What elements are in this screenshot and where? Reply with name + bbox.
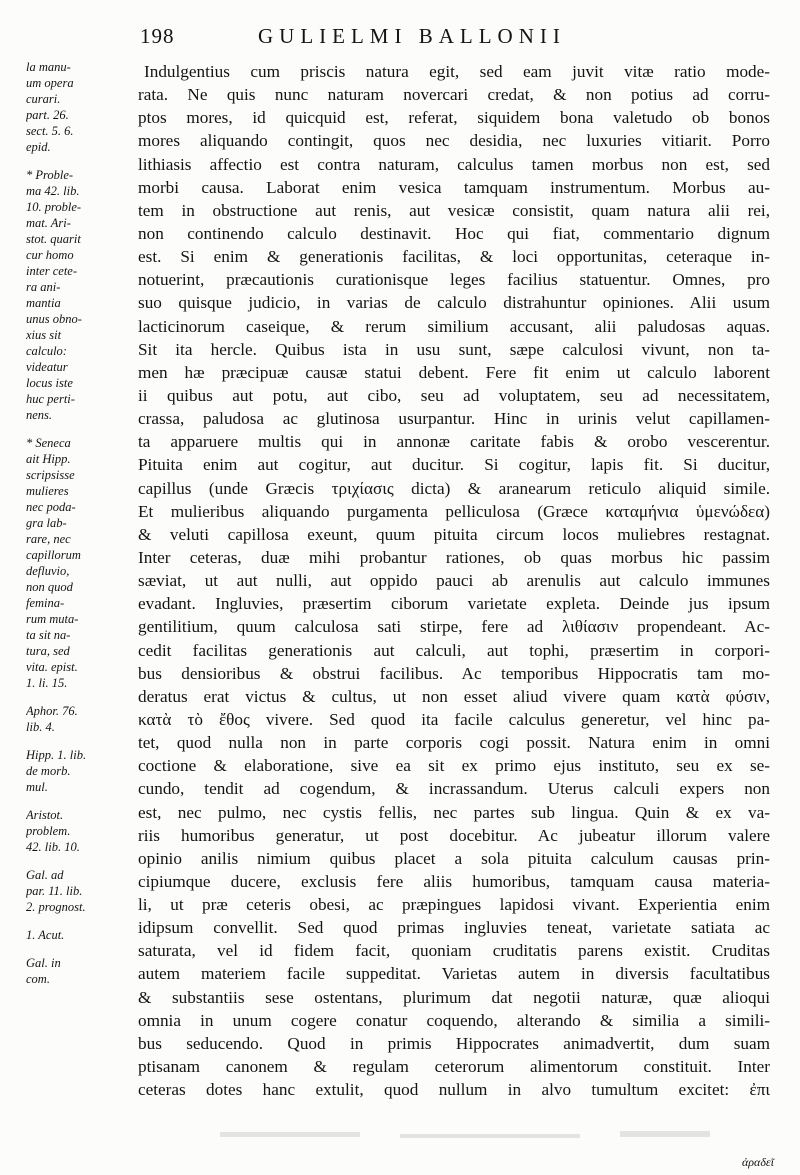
margin-note-line: tura, sed	[26, 644, 70, 658]
margin-note-line: sect. 5. 6.	[26, 124, 74, 138]
body-text-line: Indulgentius cum priscis natura egit, sed eam juvit vitæ ratio mode-	[144, 62, 770, 81]
show-through-smudge	[620, 1131, 710, 1137]
body-text-line: tet, quod nulla non in parte corporis cogi possit. Natura enim in omni	[138, 733, 770, 753]
body-text-line: capillus (unde Græcis τριχίασις dicta) & aranearum reticulo aliquid simile.	[138, 478, 770, 498]
body-text-line: lacticinorum caseique, & rerum similium accusant, alii paludosas aquas.	[138, 316, 770, 336]
body-text-line: & substantiis sese ostentans, plurimum dat negotii naturæ, quæ alioqui	[138, 987, 770, 1007]
body-text-line: saturata, vel id fidem facit, quoniam cruditatis parens existit. Cruditas	[138, 941, 770, 961]
margin-note-line: rare, nec	[26, 532, 71, 546]
margin-note-line: Aphor. 76.	[26, 704, 78, 718]
margin-note-line: 42. lib. 10.	[26, 840, 80, 854]
margin-note-line: um opera	[26, 76, 74, 90]
margin-note-line: huc perti-	[26, 392, 75, 406]
margin-note-line: unus obno-	[26, 312, 82, 326]
margin-note-line: xius sit	[26, 328, 62, 342]
body-text-line: Et mulieribus aliquando purgamenta pelliculosa (Græce καταμήνια ὑμενώδεα)	[138, 501, 770, 521]
margin-note-line: stot. quarit	[26, 232, 81, 246]
margin-note-line: femina-	[26, 596, 65, 610]
body-text-line: ptisanam canonem & regulam ceterorum alimentorum constituit. Inter	[138, 1057, 770, 1077]
body-text-line: est. Si enim & generationis facilitas, & loci opportunitas, ceteraque in-	[138, 247, 770, 267]
body-text-line: deratus erat victus & cultus, ut non esset aliud vivere quam κατὰ φύσιν,	[138, 686, 770, 706]
catchword: ἀραδεῖ	[742, 1155, 774, 1169]
body-text-line: ii quibus aut potu, aut cibo, seu ad voluptatem, seu ad necessitatem,	[138, 385, 770, 405]
body-text-line: cedit facilitas generationis aut calculi, aut tophi, præsertim in corpori-	[138, 640, 770, 660]
margin-note-line: la manu-	[26, 60, 71, 74]
margin-note-line: * Proble-	[26, 168, 74, 182]
margin-note-line: Gal. ad	[26, 868, 64, 882]
body-text-line: notuerint, præcautionis curationisque leges facilius statuentur. Omnes, pro	[138, 270, 770, 290]
margin-note-line: locus iste	[26, 376, 73, 390]
body-text-line: gentilitium, quum calculosa sati stirpe, fere ad λιθίασιν propendeant. Ac-	[138, 617, 770, 637]
margin-note-line: ait Hipp.	[26, 452, 71, 466]
body-text-line: ta apparuere multis qui in annonæ caritate fabis & orobo vescerentur.	[138, 432, 770, 452]
margin-note-line: non quod	[26, 580, 73, 594]
margin-note-line: Hipp. 1. lib.	[26, 748, 87, 762]
margin-note-line: mul.	[26, 780, 48, 794]
margin-note-line: ta sit na-	[26, 628, 71, 642]
body-text-line: mores aliquando contingit, quos nec desidia, nec luxuries vitiarit. Porro	[138, 131, 770, 151]
margin-note-line: Gal. in	[26, 956, 61, 970]
body-text-line: autem materiem facile suppeditat. Varietas autem in diversis facultatibus	[138, 964, 770, 984]
main-text-block	[138, 60, 770, 1101]
margin-note-line: de morb.	[26, 764, 71, 778]
show-through-marks	[160, 1128, 780, 1168]
page-number: 198	[140, 24, 175, 48]
margin-note-line: 2. prognost.	[26, 900, 86, 914]
margin-note-line: nens.	[26, 408, 53, 422]
body-text-line: morbi causa. Laborat enim vesica tamquam instrumentum. Morbus au-	[138, 177, 770, 197]
body-text-line: Pituita enim aut cogitur, aut ducitur. Si cogitur, lapis fit. Si ducitur,	[138, 455, 770, 475]
margin-note-line: cur homo	[26, 248, 74, 262]
margin-notes	[26, 59, 122, 1159]
margin-note-line: part. 26.	[26, 108, 69, 122]
body-text-line: idipsum convellit. Sed quod primas ingluvies teneat, varietate satiata ac	[138, 918, 770, 938]
page-header	[140, 24, 780, 54]
body-text-line: tem in obstructione aut renis, aut vesicæ consistit, quam natura alii rei,	[138, 200, 770, 220]
margin-note-line: 1. Acut.	[26, 928, 65, 942]
margin-note-line: com.	[26, 972, 50, 986]
body-text-line: evadant. Ingluvies, præsertim ciborum varietate expleta. Deinde jus ipsum	[138, 594, 770, 614]
margin-note-line: problem.	[26, 824, 71, 838]
body-text-line: ceteras dotes hanc extulit, quod nullum in alvo tumultum excitet: ἐπι	[138, 1080, 770, 1100]
body-text-line: Inter ceteras, duæ mihi probantur rationes, ob quas morbus hic passim	[138, 547, 770, 567]
body-text-line: κατὰ τὸ ἔθος vivere. Sed quod ita facile calculus generetur, vel hinc pa-	[138, 709, 770, 729]
show-through-smudge	[400, 1134, 580, 1138]
body-text-line: sæviat, ut aut nulli, aut oppido pauci ab arenulis aut calculo immunes	[138, 571, 770, 591]
body-text-line: men hæ præcipuæ causæ statui debent. Fere fit enim ut calculo laborent	[138, 362, 770, 382]
body-text-line: omnia in unum cogere conatur coquendo, alterando & similia a simili-	[138, 1010, 770, 1030]
margin-note-line: mat. Ari-	[26, 216, 71, 230]
margin-note-line: * Seneca	[26, 436, 71, 450]
margin-note-line: Aristot.	[26, 808, 64, 822]
margin-note-line: vita. epist.	[26, 660, 78, 674]
running-title: GULIELMI BALLONII	[258, 24, 566, 48]
body-text-line: cundo, tendit ad cogendum, & incrassandum. Uterus calculi expers non	[138, 779, 770, 799]
margin-note-line: ra ani-	[26, 280, 61, 294]
margin-note-line: par. 11. lib.	[26, 884, 83, 898]
margin-note-line: videatur	[26, 360, 68, 374]
body-text-line: & veluti capillosa exeunt, quum pituita circum locos muliebres restagnat.	[138, 524, 770, 544]
margin-note-line: capillorum	[26, 548, 81, 562]
body-text-line: lithiasis affectio est contra naturam, calculus tamen morbus non est, sed	[138, 154, 770, 174]
body-text-line: opinio anilis nimium quibus placet a sola pituita calculum causas prin-	[138, 848, 770, 868]
body-text-line: bus densioribus & obstrui facilibus. Ac temporibus Hippocratis tam mo-	[138, 663, 770, 683]
margin-note-line: ma 42. lib.	[26, 184, 80, 198]
margin-note-line: calculo:	[26, 344, 67, 358]
body-text-line: li, ut præ ceteris obesi, ac præpingues lapidosi vivant. Experientia enim	[138, 895, 770, 915]
body-text-line: suo quisque judicio, in varias de calculo distrahuntur opiniones. Alii usum	[138, 293, 770, 313]
show-through-smudge	[220, 1132, 360, 1137]
margin-note-line: gra lab-	[26, 516, 67, 530]
margin-note-line: mantia	[26, 296, 61, 310]
margin-note-line: rum muta-	[26, 612, 79, 626]
margin-note-line: curari.	[26, 92, 61, 106]
margin-note-line: scripsisse	[26, 468, 75, 482]
body-text-line: ptos mores, id quicquid est, referat, siquidem bona valetudo ob bonos	[138, 108, 770, 128]
body-text-line: rata. Ne quis nunc naturam novercari credat, & non potius ad corru-	[138, 85, 770, 105]
margin-note-line: 1. li. 15.	[26, 676, 68, 690]
body-text-line: Sit ita hercle. Quibus ista in usu sunt, sæpe calculosi vivunt, non ta-	[138, 339, 770, 359]
margin-note-line: lib. 4.	[26, 720, 55, 734]
margin-note-line: inter cete-	[26, 264, 78, 278]
body-text-line: riis humoribus generatur, ut post docebitur. Ac jubeatur illorum valere	[138, 825, 770, 845]
margin-note-line: defluvio,	[26, 564, 70, 578]
body-text-line: cipiumque ducere, exclusis fere aliis humoribus, tamquam causa materia-	[138, 871, 770, 891]
body-text-line: est, nec pulmo, nec cystis fellis, nec partes sub lingua. Quin & ex va-	[138, 802, 770, 822]
body-text-line: non continendo calculo destinavit. Hoc qui fiat, commentario dignum	[138, 223, 770, 243]
margin-note-line: mulieres	[26, 484, 69, 498]
body-text-line: crassa, paludosa ac glutinosa usurpantur. Hinc in urinis velut capillamen-	[138, 409, 770, 429]
margin-note-line: epid.	[26, 140, 51, 154]
margin-note-line: nec poda-	[26, 500, 76, 514]
body-text-line: coctione & elaboratione, sive ea sit ex primo ejus instituto, seu ex se-	[138, 756, 770, 776]
body-text-line: bus seducendo. Quod in primis Hippocrates animadvertit, dum suam	[138, 1033, 770, 1053]
margin-note-line: 10. proble-	[26, 200, 82, 214]
